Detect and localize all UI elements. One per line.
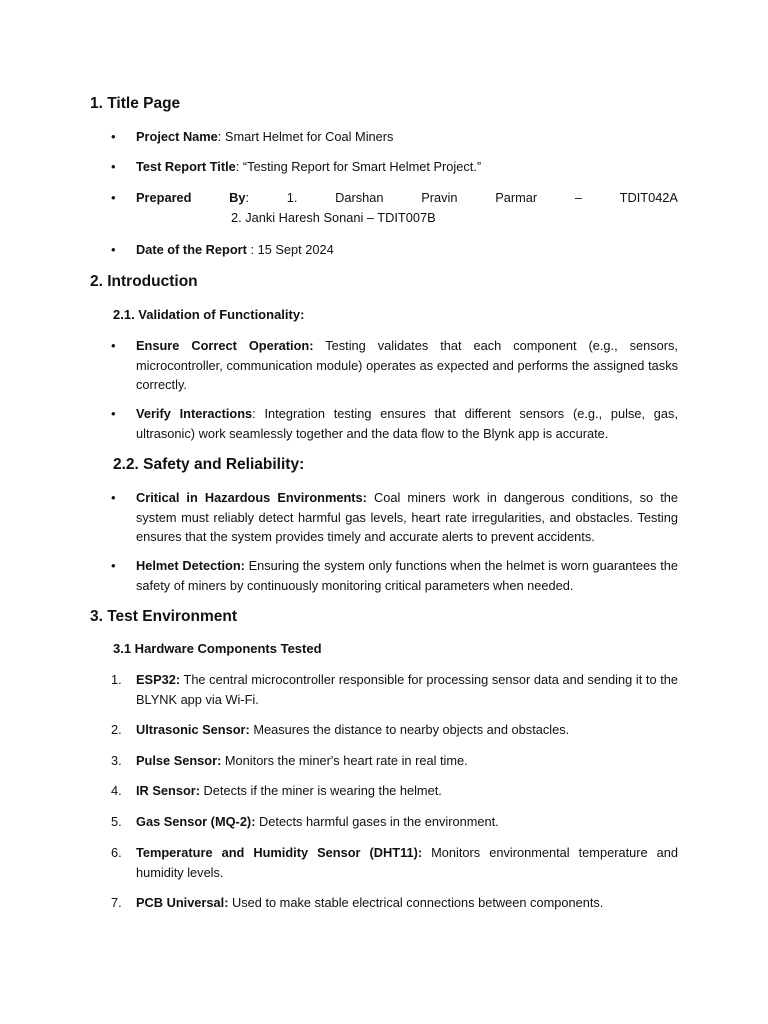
list-item-esp32: [136, 670, 678, 709]
item-text: Coal miners work in dangerous conditions, so the system must reliably detect harmful gas levels, heart rate irregularities, and obstacles. Testing ensures that the system provides timely and accurate alerts to prevent accidents.: [136, 490, 678, 544]
report-date-line: [136, 240, 334, 260]
bullet: •: [111, 406, 116, 421]
author2-line: 2. Janki Haresh Sonani – TDIT007B: [231, 210, 436, 225]
list-item-helmet-detection: [136, 556, 678, 595]
date-value: : 15 Sept 2024: [246, 242, 334, 257]
report-title-label: Test Report Title: [136, 159, 236, 174]
list-item-pcb: [136, 893, 678, 913]
author1-number: 1.: [286, 190, 298, 205]
bullet: •: [111, 129, 116, 144]
list-number: 7.: [111, 895, 122, 910]
item-text: The central microcontroller responsible for processing sensor data and sending it to the BLYNK app via Wi-Fi.: [136, 672, 678, 707]
item-text: Testing validates that each component (e.g., sensors, microcontroller, communication module) operates as expected and performs the assigned tasks correctly.: [136, 338, 678, 392]
bullet: •: [111, 242, 116, 257]
list-item-gas: [136, 812, 678, 832]
item-text: Used to make stable electrical connections between components.: [228, 895, 604, 910]
item-bold-label: IR Sensor:: [136, 783, 200, 798]
item-text: Monitors environmental temperature and humidity levels.: [136, 845, 678, 880]
list-item-hazardous-environments: [136, 488, 678, 547]
item-bold-label: PCB Universal:: [136, 895, 229, 910]
item-bold-label: ESP32:: [136, 672, 181, 687]
section-heading-test-environment: 3. Test Environment: [90, 608, 237, 625]
author1-dash: –: [574, 190, 582, 205]
item-bold-label: Verify Interactions: [136, 406, 253, 421]
bullet: •: [111, 190, 116, 205]
subsection-heading-validation: 2.1. Validation of Functionality:: [113, 307, 305, 322]
list-number: 1.: [111, 672, 122, 687]
section-heading-introduction: 2. Introduction: [90, 273, 198, 290]
list-item-ultrasonic: [136, 720, 678, 740]
item-bold-label: Helmet Detection:: [136, 558, 245, 573]
item-text: Monitors the miner's heart rate in real time.: [221, 753, 468, 768]
item-bold-label: Pulse Sensor:: [136, 753, 222, 768]
project-name-value: : Smart Helmet for Coal Miners: [217, 129, 394, 144]
author1-last-name: Parmar: [495, 190, 538, 205]
bullet: •: [111, 490, 116, 505]
item-bold-label: Ultrasonic Sensor:: [136, 722, 250, 737]
author1-first-name: Darshan: [335, 190, 384, 205]
list-number: 3.: [111, 753, 122, 768]
report-title-line: [136, 157, 481, 177]
item-text: Measures the distance to nearby objects and obstacles.: [249, 722, 570, 737]
bullet: •: [111, 159, 116, 174]
item-text: Ensuring the system only functions when the helmet is worn guarantees the safety of miners by continuously monitoring critical parameters when needed.: [136, 558, 678, 593]
list-item-dht11: [136, 843, 678, 882]
list-item-verify-interactions: [136, 404, 678, 443]
prepared-by-fragment: [229, 188, 249, 208]
item-bold-label: Critical in Hazardous Environments:: [136, 490, 367, 505]
prepared-label: Prepared: [136, 190, 192, 205]
item-bold-label: Ensure Correct Operation:: [136, 338, 314, 353]
item-text: Detects harmful gases in the environment.: [255, 814, 499, 829]
date-label: Date of the Report: [136, 242, 247, 257]
list-number: 4.: [111, 783, 122, 798]
list-number: 2.: [111, 722, 122, 737]
list-item-correct-operation: [136, 336, 678, 395]
project-name-line: [136, 127, 393, 147]
item-bold-label: Temperature and Humidity Sensor (DHT11):: [136, 845, 423, 860]
author1-middle-name: Pravin: [421, 190, 458, 205]
project-name-label: Project Name: [136, 129, 218, 144]
bullet: •: [111, 558, 116, 573]
item-bold-label: Gas Sensor (MQ-2):: [136, 814, 256, 829]
list-item-pulse: [136, 751, 678, 771]
item-text: Detects if the miner is wearing the helmet.: [200, 783, 442, 798]
prepared-by-line: [136, 188, 678, 208]
report-title-value: : “Testing Report for Smart Helmet Project.”: [235, 159, 482, 174]
section-heading-title-page: 1. Title Page: [90, 95, 181, 112]
list-number: 6.: [111, 845, 122, 860]
list-item-ir: [136, 781, 678, 801]
bullet: •: [111, 338, 116, 353]
list-number: 5.: [111, 814, 122, 829]
subsection-heading-safety: 2.2. Safety and Reliability:: [113, 456, 305, 473]
author1-id: TDIT042A: [619, 190, 678, 205]
subsection-heading-hardware: 3.1 Hardware Components Tested: [113, 641, 322, 656]
by-label: By: [229, 190, 246, 205]
item-text: : Integration testing ensures that different sensors (e.g., pulse, gas, ultrasonic) work seamlessly together and the data flow to the Blynk app is accurate.: [136, 406, 678, 441]
prepared-colon: :: [245, 190, 250, 205]
